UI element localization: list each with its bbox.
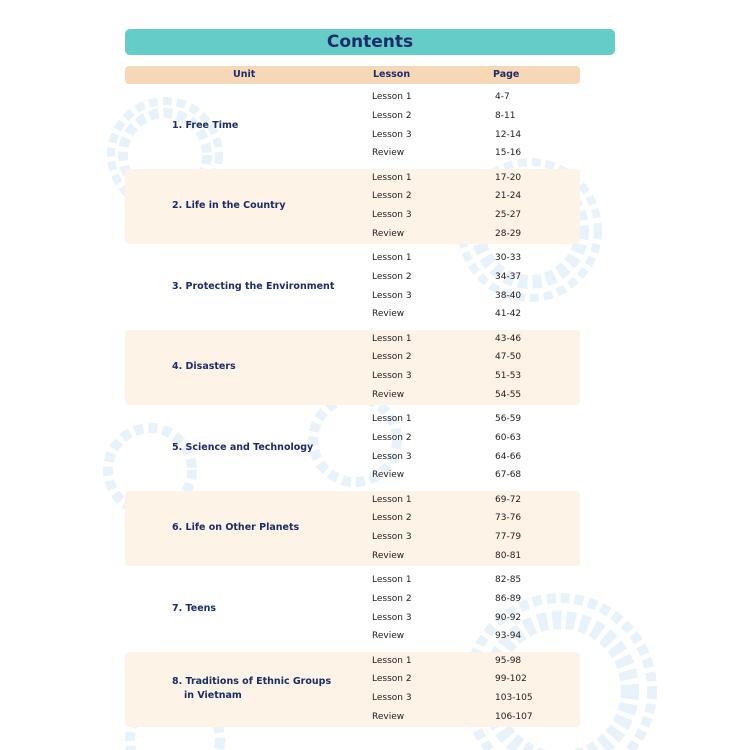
lesson-row[interactable] xyxy=(372,249,572,268)
lesson-label: Lesson 1 xyxy=(372,253,412,263)
unit-group xyxy=(125,169,580,244)
lesson-row[interactable] xyxy=(372,547,572,566)
lesson-row[interactable] xyxy=(372,287,572,306)
unit-title: 8. Traditions of Ethnic Groups in Vietnam xyxy=(172,676,332,701)
lesson-row[interactable] xyxy=(372,627,572,646)
unit-group xyxy=(125,88,580,163)
lesson-row[interactable] xyxy=(372,305,572,324)
page-range: 106-107 xyxy=(495,711,533,722)
page-range: 4-7 xyxy=(495,92,510,102)
unit-title: 7. Teens xyxy=(172,602,217,614)
unit-title: 6. Life on Other Planets xyxy=(172,522,300,533)
lesson-label: Lesson 2 xyxy=(372,432,412,443)
page-range: 90-92 xyxy=(495,612,522,623)
page-range: 73-76 xyxy=(495,513,522,524)
lesson-row[interactable] xyxy=(372,330,572,349)
page-range: 21-24 xyxy=(495,191,522,202)
page-range: 17-20 xyxy=(495,172,522,183)
page-title: Contents xyxy=(326,32,414,52)
lesson-row[interactable] xyxy=(372,348,572,367)
header-page: Page xyxy=(493,69,520,80)
page-range: 99-102 xyxy=(495,674,527,685)
lesson-row[interactable] xyxy=(372,689,572,708)
lesson-label: Lesson 2 xyxy=(372,110,412,121)
lesson-row[interactable] xyxy=(372,187,572,206)
lesson-row[interactable] xyxy=(372,466,572,485)
lesson-label: Review xyxy=(372,711,405,722)
lesson-label: Lesson 2 xyxy=(372,352,412,363)
lesson-label: Lesson 2 xyxy=(372,191,412,202)
table-header xyxy=(125,66,580,84)
lesson-row[interactable] xyxy=(372,88,572,107)
lesson-label: Lesson 3 xyxy=(372,290,412,301)
lesson-row[interactable] xyxy=(372,609,572,628)
lesson-row[interactable] xyxy=(372,367,572,386)
lesson-row[interactable] xyxy=(372,206,572,225)
unit-title: 2. Life in the Country xyxy=(172,200,286,211)
lesson-label: Lesson 1 xyxy=(372,494,412,505)
contents-title-bar xyxy=(125,29,615,55)
page-range: 93-94 xyxy=(495,631,522,642)
unit-group xyxy=(125,491,580,566)
page-range: 15-16 xyxy=(495,148,522,159)
page-range: 80-81 xyxy=(495,550,522,561)
page-range: 12-14 xyxy=(495,129,522,140)
lesson-row[interactable] xyxy=(372,590,572,609)
header-lesson: Lesson xyxy=(373,69,411,80)
page-range: 41-42 xyxy=(495,309,522,320)
lesson-row[interactable] xyxy=(372,410,572,429)
lesson-label: Lesson 2 xyxy=(372,271,412,282)
page-range: 60-63 xyxy=(495,432,522,443)
lesson-row[interactable] xyxy=(372,708,572,727)
page-range: 64-66 xyxy=(495,451,522,462)
lesson-label: Review xyxy=(372,389,405,400)
lesson-row[interactable] xyxy=(372,107,572,126)
lesson-label: Review xyxy=(372,631,405,642)
page-range: 43-46 xyxy=(495,333,522,344)
lesson-row[interactable] xyxy=(372,268,572,287)
lesson-label: Lesson 2 xyxy=(372,674,412,685)
lesson-label: Lesson 3 xyxy=(372,129,412,140)
lesson-row[interactable] xyxy=(372,225,572,244)
lesson-row[interactable] xyxy=(372,126,572,145)
lesson-row[interactable] xyxy=(372,571,572,590)
lesson-row[interactable] xyxy=(372,509,572,528)
lesson-label: Lesson 1 xyxy=(372,92,412,102)
lesson-row[interactable] xyxy=(372,386,572,405)
lesson-label: Review xyxy=(372,550,405,561)
unit-group xyxy=(125,571,580,646)
unit-title: 3. Protecting the Environment xyxy=(172,280,335,292)
page-range: 82-85 xyxy=(495,575,522,585)
page-range: 51-53 xyxy=(495,371,522,381)
lesson-label: Lesson 2 xyxy=(372,513,412,524)
unit-group xyxy=(125,249,580,324)
page-range: 34-37 xyxy=(495,271,522,282)
header-unit: Unit xyxy=(233,69,256,80)
lesson-label: Review xyxy=(372,470,405,481)
page-range: 86-89 xyxy=(495,593,522,604)
lesson-label: Lesson 1 xyxy=(372,333,412,344)
page-range: 30-33 xyxy=(495,253,522,263)
lesson-row[interactable] xyxy=(372,528,572,547)
lesson-row[interactable] xyxy=(372,491,572,510)
lesson-row[interactable] xyxy=(372,169,572,188)
page-range: 47-50 xyxy=(495,352,522,363)
page-range: 38-40 xyxy=(495,290,522,301)
page-range: 95-98 xyxy=(495,655,522,666)
lesson-row[interactable] xyxy=(372,670,572,689)
lesson-label: Lesson 3 xyxy=(372,371,412,381)
unit-title: 1. Free Time xyxy=(172,119,239,131)
unit-group xyxy=(125,410,580,485)
lesson-row[interactable] xyxy=(372,429,572,448)
page-range: 8-11 xyxy=(495,110,516,121)
page-range: 77-79 xyxy=(495,532,522,542)
lesson-label: Review xyxy=(372,148,405,159)
lesson-label: Lesson 1 xyxy=(372,655,412,666)
lesson-label: Lesson 1 xyxy=(372,172,412,183)
lesson-row[interactable] xyxy=(372,652,572,671)
page-range: 28-29 xyxy=(495,228,522,239)
lesson-label: Lesson 2 xyxy=(372,593,412,604)
lesson-label: Lesson 3 xyxy=(372,451,412,462)
unit-group xyxy=(125,330,580,405)
lesson-label: Lesson 1 xyxy=(372,414,412,424)
lesson-row[interactable] xyxy=(372,144,572,163)
page-range: 56-59 xyxy=(495,414,522,424)
page-range: 25-27 xyxy=(495,210,522,220)
page-range: 54-55 xyxy=(495,389,522,400)
lesson-label: Lesson 3 xyxy=(372,693,412,703)
lesson-label: Lesson 3 xyxy=(372,612,412,623)
contents-table xyxy=(125,88,580,732)
page-range: 103-105 xyxy=(495,693,533,703)
page-range: 67-68 xyxy=(495,470,522,481)
lesson-label: Review xyxy=(372,228,405,239)
lesson-row[interactable] xyxy=(372,448,572,467)
lesson-label: Lesson 3 xyxy=(372,210,412,220)
unit-title: 5. Science and Technology xyxy=(172,441,314,453)
unit-title: 4. Disasters xyxy=(172,361,236,372)
lesson-label: Review xyxy=(372,309,405,320)
lesson-label: Lesson 1 xyxy=(372,575,412,585)
unit-group xyxy=(125,652,580,727)
lesson-label: Lesson 3 xyxy=(372,532,412,542)
page-range: 69-72 xyxy=(495,494,522,505)
